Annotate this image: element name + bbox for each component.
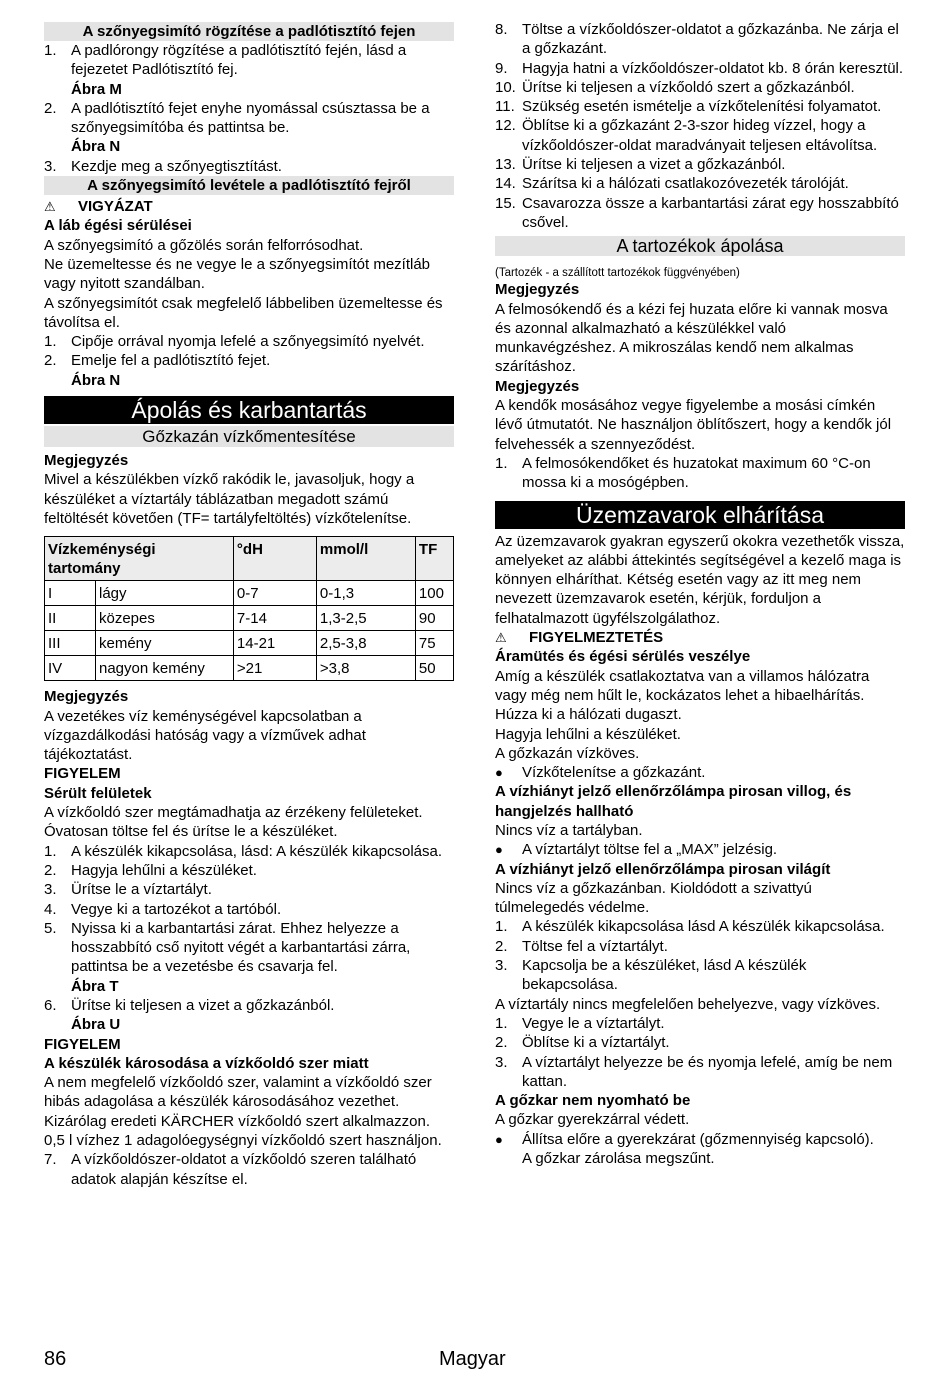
bullet-dot-icon: ● [495, 842, 503, 858]
table-row [45, 606, 454, 631]
list-item [44, 919, 454, 996]
bullet-followup: A gőzkar zárolása megszűnt. [522, 1150, 715, 1168]
table-cell: 0-1,3 [316, 581, 415, 606]
bullet-dot-icon: ● [495, 1131, 503, 1147]
acc-note1-title: Megjegyzés [495, 281, 580, 299]
attention1-subtitle: Sérült felületek [44, 784, 152, 802]
acc-note2-text: A kendők mosásához vegye figyelembe a mosási címkén lévő útmutatót. Ne használjon öblítőszert, hogy a kendők jól felvehessék a szennyeződést. [495, 397, 892, 453]
list-number: 2. [44, 861, 57, 879]
list-text: Ürítse ki teljesen a vízkőoldó szert a gőzkazánból. [522, 78, 855, 96]
table-cell: III [45, 631, 96, 656]
table-cell: 50 [415, 656, 453, 681]
table-cell: I [45, 581, 96, 606]
list-number: 1. [44, 42, 57, 59]
list-text: Cipője orrával nyomja lefelé a szőnyegsimító nyelvét. [71, 333, 425, 351]
acc-note1-text: A felmosókendő és a kézi fej huzata előre ki vannak mosva és azonnal alkalmazható a készülékkel való munkavégzéshez. A mikroszálas kendő nem alkalmas szárításhoz. [495, 300, 888, 376]
list-text: Emelje fel a padlótisztító fejet. [71, 352, 271, 370]
main-heading-care: Ápolás és karbantartás [44, 396, 454, 424]
list-item [495, 454, 905, 493]
table-cell: >21 [233, 656, 316, 681]
list-item [44, 41, 454, 99]
main-heading-troubleshooting: Üzemzavarok elhárítása [495, 501, 905, 529]
list-item [44, 880, 454, 899]
list-text: Nyissa ki a karbantartási zárat. Ehhez helyezze a hosszabbító cső nyitott végét a karbantartási zárra, pattintsa be a vezetésbe és csavarja fel. [71, 919, 411, 976]
warning-triangle-icon: ⚠ [495, 630, 507, 646]
table-cell: kemény [96, 631, 234, 656]
caution-paragraphs [44, 236, 454, 332]
table-row [45, 656, 454, 681]
list-number: 1. [495, 1014, 508, 1032]
table-header-row [45, 537, 454, 581]
list-number: 1. [44, 333, 57, 351]
list-item [495, 937, 905, 956]
warning-triangle-icon: ⚠ [44, 199, 56, 215]
fault2-steps [495, 917, 905, 994]
note2-text: A vezetékes víz keménységével kapcsolatban a vízgazdálkodási hatóság vagy a vízművek adhat tájékoztatást. [44, 707, 366, 764]
table-cell: II [45, 606, 96, 631]
list-item [495, 97, 905, 116]
list-text: Öblítse ki a gőzkazánt 2-3-szor hideg vízzel, hogy a vízkőoldószer-oldat maradványait teljesen eltávolítsa. [522, 117, 878, 154]
paragraph: A szőnyegsimítót csak megfelelő lábbeliben üzemeltesse és távolítsa el. [44, 294, 443, 331]
list-text: Vegye le a víztartályt. [522, 1014, 665, 1032]
list-item [495, 1014, 905, 1033]
list-number: 3. [495, 957, 508, 975]
list-text: A padlótisztító fejet enyhe nyomással csúsztassa be a szőnyegsimítóba és pattintsa be. [71, 99, 430, 137]
list-number: 2. [495, 1034, 508, 1052]
table-row [45, 581, 454, 606]
attention1-paragraphs [44, 803, 454, 842]
list-number: 6. [44, 996, 57, 1014]
list-item [44, 351, 454, 390]
attach-steps [44, 41, 454, 176]
left-column [44, 20, 454, 1189]
bullet-item [495, 763, 905, 782]
table-header-cell: Vízkeménységi tartomány [45, 537, 234, 581]
list-item [44, 157, 454, 176]
list-item [44, 996, 454, 1035]
list-text: Szárítsa ki a hálózati csatlakozóvezeték tárolóját. [522, 175, 849, 193]
list-number: 5. [44, 919, 57, 937]
list-text: Hagyja lehűlni a készüléket. [71, 861, 257, 879]
footer-language: Magyar [439, 1348, 506, 1370]
section-heading-remove: A szőnyegsimító levétele a padlótisztító fejről [44, 176, 454, 195]
caution-subtitle: A láb égési sérülései [44, 217, 192, 235]
list-number: 3. [495, 1053, 508, 1071]
paragraph: Ne üzemeltesse és ne vegye le a szőnyegsimítót mezítláb vagy nyitott szandálban. [44, 255, 431, 293]
fault2b-text: A víztartály nincs megfelelően behelyezve, vagy vízköves. [495, 995, 881, 1013]
list-item [495, 20, 905, 59]
fault3-text: A gőzkar gyerekzárral védett. [495, 1111, 690, 1129]
list-number: 8. [495, 21, 508, 38]
caution-title: VIGYÁZAT [78, 198, 153, 216]
list-text: Ürítse ki teljesen a vizet a gőzkazánból. [522, 156, 786, 174]
table-cell: közepes [96, 606, 234, 631]
table-cell: IV [45, 656, 96, 681]
list-item [44, 861, 454, 880]
list-text: A víztartályt helyezze be és nyomja lefelé, amíg be nem kattan. [522, 1053, 893, 1090]
list-item [495, 78, 905, 97]
note2-title: Megjegyzés [44, 688, 129, 706]
fault1-title: A vízhiányt jelző ellenőrzőlámpa pirosan villog, és hangjelzés hallható [495, 783, 852, 820]
list-text: Hagyja hatni a vízkőoldószer-oldatot kb. 8 órán keresztül. [522, 59, 904, 77]
list-text: Csavarozza össze a karbantartási zárat egy hosszabbító csővel. [522, 194, 899, 231]
note1-text: Mivel a készülékben vízkő rakódik le, javasoljuk, hogy a készüléket a víztartály táblázatban megadott számú feltöltését követően (TF= tartályfeltöltés) vízkőtelenítse. [44, 471, 415, 527]
figure-reference: Ábra N [71, 371, 121, 389]
section-heading-accessories: A tartozékok ápolása [495, 236, 905, 256]
bullet-dot-icon: ● [495, 765, 503, 781]
list-item [495, 956, 905, 995]
caution-label [44, 197, 454, 216]
acc-note2-title: Megjegyzés [495, 377, 580, 395]
list-item [495, 155, 905, 174]
warning-title: FIGYELMEZTETÉS [529, 629, 664, 647]
list-number: 1. [495, 918, 508, 936]
list-number: 13. [495, 156, 516, 174]
remove-steps [44, 332, 454, 390]
table-row [45, 631, 454, 656]
table-cell: 75 [415, 631, 453, 656]
figure-reference: Ábra U [71, 1016, 121, 1034]
list-item [495, 917, 905, 936]
descale-steps-continued [44, 1150, 454, 1189]
paragraph: Amíg a készülék csatlakoztatva van a villamos hálózatra vagy még nem hűlt le, kockázatos lehet a hibaelhárítás. [495, 667, 870, 704]
list-item [495, 174, 905, 193]
table-header-cell: TF [415, 537, 453, 581]
paragraph: A szőnyegsimító a gőzölés során felforrósodhat. [44, 236, 364, 254]
list-number: 12. [495, 117, 516, 135]
list-number: 1. [495, 454, 508, 472]
bullet-text: A víztartályt töltse fel a „MAX” jelzésig. [522, 841, 778, 859]
paragraph: A gőzkazán vízköves. [495, 744, 640, 762]
list-item [44, 1150, 454, 1189]
table-header-cell: °dH [233, 537, 316, 581]
figure-reference: Ábra T [71, 977, 119, 995]
list-text: Kezdje meg a szőnyegtisztítást. [71, 157, 282, 175]
list-item [44, 900, 454, 919]
list-number: 1. [44, 842, 57, 860]
attention2-subtitle: A készülék károsodása a vízkőoldó szer miatt [44, 1054, 369, 1072]
list-item [44, 842, 454, 861]
note1-title: Megjegyzés [44, 452, 129, 470]
list-item [495, 1033, 905, 1052]
page-number: 86 [44, 1348, 67, 1370]
list-item [44, 332, 454, 351]
list-item [495, 116, 905, 155]
right-column [495, 20, 905, 1168]
list-text: Töltse a vízkőoldószer-oldatot a gőzkazánba. Ne zárja el a gőzkazánt. [522, 21, 899, 58]
table-cell: 14-21 [233, 631, 316, 656]
figure-reference: Ábra M [71, 80, 122, 98]
list-item [495, 59, 905, 78]
fault1-text: Nincs víz a tartályban. [495, 821, 643, 839]
list-text: Öblítse ki a víztartályt. [522, 1034, 670, 1052]
paragraph: Hagyja lehűlni a készüléket. [495, 725, 681, 743]
list-number: 15. [495, 194, 516, 212]
fault2-text: Nincs víz a gőzkazánban. Kioldódott a szivattyú túlmelegedés védelme. [495, 879, 812, 917]
acc-steps [495, 454, 905, 493]
list-text: A vízkőoldószer-oldatot a vízkőoldó szeren található adatok alapján készítse el. [71, 1151, 417, 1188]
table-header-cell: mmol/l [316, 537, 415, 581]
table-cell: nagyon kemény [96, 656, 234, 681]
table-cell: 0-7 [233, 581, 316, 606]
table-cell: 2,5-3,8 [316, 631, 415, 656]
bullet-item [495, 1130, 905, 1149]
list-number: 10. [495, 78, 516, 96]
list-number: 11. [495, 98, 515, 116]
paragraph: Óvatosan töltse fel és ürítse le a készüléket. [44, 823, 338, 841]
fault2-title: A vízhiányt jelző ellenőrzőlámpa pirosan világít [495, 860, 831, 878]
hardness-table [44, 536, 454, 681]
list-text: Kapcsolja be a készüléket, lásd A készülék bekapcsolása. [522, 957, 807, 994]
table-body [45, 581, 454, 681]
list-number: 3. [44, 881, 57, 899]
list-item [495, 1053, 905, 1092]
attention2-paragraphs [44, 1073, 454, 1150]
table-cell: 1,3-2,5 [316, 606, 415, 631]
bullet-text: Állítsa előre a gyerekzárat (gőzmennyiség kapcsoló). [522, 1130, 874, 1148]
table-cell: lágy [96, 581, 234, 606]
table-cell: 90 [415, 606, 453, 631]
table-cell: 100 [415, 581, 453, 606]
paragraph: Húzza ki a hálózati dugaszt. [495, 706, 682, 724]
section-heading-attach: A szőnyegsimító rögzítése a padlótisztító fejen [44, 22, 454, 41]
fault2b-steps [495, 1014, 905, 1091]
accessories-small-note: (Tartozék - a szállított tartozékok függvényében) [495, 267, 740, 280]
list-number: 2. [44, 352, 57, 370]
fault3-title: A gőzkar nem nyomható be [495, 1092, 691, 1110]
paragraph: Kizárólag eredeti KÄRCHER vízkőoldó szert alkalmazzon. [44, 1112, 430, 1130]
warning-subtitle: Áramütés és égési sérülés veszélye [495, 648, 751, 666]
list-text: Vegye ki a tartozékot a tartóból. [71, 900, 282, 918]
paragraph: 0,5 l vízhez 1 adagolóegységnyi vízkőoldó szert használjon. [44, 1132, 442, 1150]
troubleshooting-intro: Az üzemzavarok gyakran egyszerű okokra vezethetők vissza, amelyeket az alábbi áttekintés segítségével a kezelő maga is könnyen elháríthat. Kétség esetén vagy az itt meg nem nevezett üzemzavarok esetén, kérjük, forduljon a felhatalmazott ügyfélszolgálathoz. [495, 532, 905, 627]
descale-steps [44, 842, 454, 1035]
bullet-item [495, 840, 905, 859]
paragraph: A nem megfelelő vízkőoldó szer, valamint a vízkőoldó szer hibás adagolása a készülék károsodásához vezethet. [44, 1074, 432, 1111]
list-text: Ürítse ki teljesen a vizet a gőzkazánból. [71, 996, 335, 1014]
figure-reference: Ábra N [71, 138, 121, 156]
warning-paragraphs [495, 667, 905, 763]
table-cell: >3,8 [316, 656, 415, 681]
list-number: 7. [44, 1151, 57, 1169]
list-item [495, 194, 905, 233]
attention2-title: FIGYELEM [44, 1035, 121, 1053]
list-number: 3. [44, 157, 57, 175]
list-text: Töltse fel a víztartályt. [522, 937, 668, 955]
list-number: 2. [495, 937, 508, 955]
list-number: 14. [495, 175, 516, 193]
sub-heading-descaling: Gőzkazán vízkőmentesítése [44, 426, 454, 447]
attention1-title: FIGYELEM [44, 765, 121, 783]
warning-label [495, 628, 905, 647]
bullet-text: Vízkőtelenítse a gőzkazánt. [522, 764, 706, 782]
list-text: A felmosókendőket és huzatokat maximum 60 °C-on mossa ki a mosógépben. [522, 454, 871, 492]
list-text: A padlórongy rögzítése a padlótisztító fején, lásd a fejezetet Padlótisztító fej. [71, 42, 407, 79]
table-cell: 7-14 [233, 606, 316, 631]
list-text: Szükség esetén ismételje a vízkőtelenítési folyamatot. [522, 98, 882, 116]
list-number: 2. [44, 99, 57, 117]
list-text: A készülék kikapcsolása, lásd: A készülék kikapcsolása. [71, 842, 443, 860]
page-footer [44, 1350, 906, 1376]
paragraph: A vízkőoldó szer megtámadhatja az érzékeny felületeket. [44, 804, 423, 822]
list-text: A készülék kikapcsolása lásd A készülék kikapcsolása. [522, 918, 885, 936]
descale-steps-right [495, 20, 905, 232]
list-text: Ürítse le a víztartályt. [71, 881, 212, 899]
list-item [44, 99, 454, 157]
list-number: 4. [44, 900, 57, 918]
list-number: 9. [495, 59, 508, 77]
